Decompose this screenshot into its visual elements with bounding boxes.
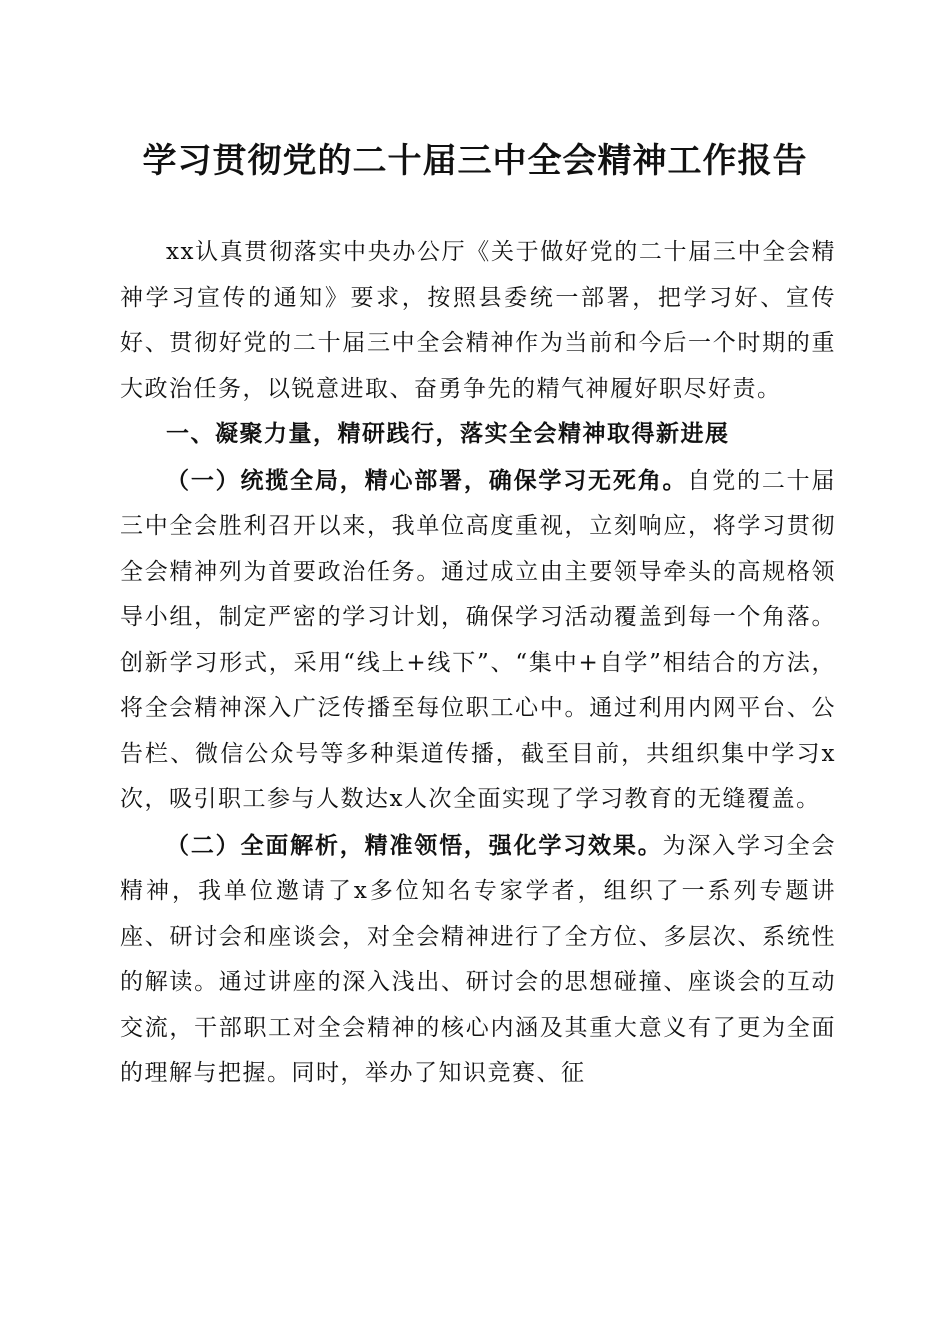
item-2-text: 为深入学习全会精神，我单位邀请了x多位知名专家学者，组织了一系列专题讲座、研讨会和座谈会，对全会精神进行了全方位、多层次、系统性的解读。通过讲座的深入浅出、研讨会的思想碰撞、座谈会的互动交流，干部职工对全会精神的核心内涵及其重大意义有了更为全面的理解与把握。同时，举办了知识竞赛、征: [120, 832, 837, 1086]
item-1-lead: （一）统揽全局，精心部署，确保学习无死角。: [166, 466, 688, 494]
item-2-lead: （二）全面解析，精准领悟，强化学习效果。: [166, 831, 663, 859]
paragraph-item-2: [120, 823, 836, 1097]
section-heading: 一、凝聚力量，精研践行，落实全会精神取得新进展: [166, 421, 730, 447]
document-body: [120, 230, 836, 1097]
document-title: 学习贯彻党的二十届三中全会精神工作报告: [142, 141, 808, 181]
paragraph-item-1: [120, 458, 836, 823]
intro-paragraph: xx认真贯彻落实中央办公厅《关于做好党的二十届三中全会精神学习宣传的通知》要求，按照县委统一部署，把学习好、宣传好、贯彻好党的二十届三中全会精神作为当前和今后一个时期的重大政治任务，以锐意进取、奋勇争先的精气神履好职尽好责。: [120, 239, 836, 402]
item-1-text: 自党的二十届三中全会胜利召开以来，我单位高度重视，立刻响应，将学习贯彻全会精神列为首要政治任务。通过成立由主要领导牵头的高规格领导小组，制定严密的学习计划，确保学习活动覆盖到每一个角落。创新学习形式，采用“线上+线下”、“集中+自学”相结合的方法，将全会精神深入广泛传播至每位职工心中。通过利用内网平台、公告栏、微信公众号等多种渠道传播，截至目前，共组织集中学习x次，吸引职工参与人数达x人次全面实现了学习教育的无缝覆盖。: [120, 467, 837, 812]
